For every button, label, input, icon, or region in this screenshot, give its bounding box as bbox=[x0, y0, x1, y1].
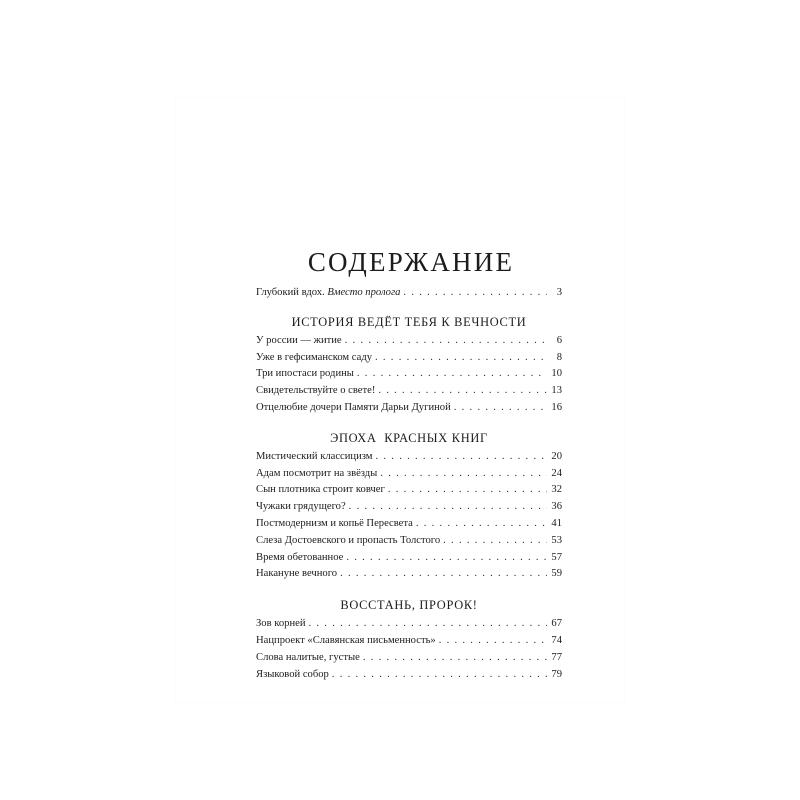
dot-leader bbox=[443, 533, 547, 550]
toc-entry-title: Адам посмотрит на звёзды bbox=[256, 467, 378, 479]
toc-entry-title: Время обетованное bbox=[256, 551, 344, 563]
toc-entry-title: Слеза Достоевского и пропасть Толстого bbox=[256, 534, 441, 546]
toc-entry-subtitle: Вместо пролога bbox=[327, 287, 401, 298]
toc-page-number: 32 bbox=[551, 484, 562, 496]
toc-page-number: 79 bbox=[551, 668, 562, 680]
dot-leader bbox=[376, 449, 547, 466]
toc-entry[interactable] bbox=[256, 366, 562, 383]
toc-page-number: 67 bbox=[551, 618, 562, 630]
toc-entry[interactable] bbox=[256, 350, 562, 367]
dot-leader bbox=[454, 400, 547, 417]
toc-entry-title: Нацпроект «Славянская письменность» bbox=[256, 634, 436, 646]
toc-page-number: 59 bbox=[551, 568, 562, 580]
dot-leader bbox=[332, 667, 547, 684]
dot-leader bbox=[375, 350, 547, 367]
toc-page-number: 3 bbox=[556, 287, 562, 298]
dot-leader bbox=[349, 499, 547, 516]
toc-entry-title: Зов корней bbox=[256, 618, 306, 630]
toc-entry-title: Глубокий вдох. Вместо пролога bbox=[256, 287, 401, 298]
toc-page-number: 41 bbox=[551, 517, 562, 529]
dot-leader bbox=[439, 633, 547, 650]
toc-entry-intro[interactable] bbox=[256, 285, 562, 302]
toc-entry[interactable] bbox=[256, 667, 562, 684]
toc-entry-title: Сын плотника строит ковчег bbox=[256, 484, 385, 496]
dot-leader bbox=[357, 366, 547, 383]
toc-entry-title: Языковой собор bbox=[256, 668, 329, 680]
toc-page-number: 20 bbox=[551, 450, 562, 462]
toc-entry[interactable] bbox=[256, 482, 562, 499]
toc-entry[interactable] bbox=[256, 650, 562, 667]
toc-page-number: 53 bbox=[551, 534, 562, 546]
dot-leader bbox=[378, 383, 547, 400]
toc-entry[interactable] bbox=[256, 449, 562, 466]
toc-entry[interactable] bbox=[256, 400, 562, 417]
toc-entry-title: Отцелюбие дочери Памяти Дарьи Дугиной bbox=[256, 401, 451, 413]
toc-entry[interactable] bbox=[256, 616, 562, 633]
toc-entry[interactable] bbox=[256, 383, 562, 400]
toc-page-number: 13 bbox=[551, 385, 562, 397]
toc-entry-title: У россии — житие bbox=[256, 334, 342, 346]
dot-leader bbox=[345, 333, 547, 350]
toc-entry[interactable] bbox=[256, 333, 562, 350]
toc-entry[interactable] bbox=[256, 550, 562, 567]
table-of-contents bbox=[256, 285, 562, 683]
toc-entry-title: Чужаки грядущего? bbox=[256, 501, 346, 513]
toc-entry[interactable] bbox=[256, 516, 562, 533]
toc-page-number: 74 bbox=[551, 634, 562, 646]
toc-page-number: 36 bbox=[551, 501, 562, 513]
toc-entry[interactable] bbox=[256, 499, 562, 516]
toc-page-number: 16 bbox=[551, 401, 562, 413]
toc-entry-title: Накануне вечного bbox=[256, 568, 338, 580]
toc-entry-title: Уже в гефсиманском саду bbox=[256, 351, 373, 363]
dot-leader bbox=[363, 650, 547, 667]
toc-page-number: 8 bbox=[556, 351, 562, 363]
toc-entry-title: Постмодернизм и копьё Пересвета bbox=[256, 517, 413, 529]
toc-entry[interactable] bbox=[256, 633, 562, 650]
dot-leader bbox=[346, 550, 547, 567]
toc-entry-title: Свидетельствуйте о свете! bbox=[256, 385, 376, 397]
dot-leader bbox=[403, 285, 547, 302]
dot-leader bbox=[416, 516, 547, 533]
toc-entry[interactable] bbox=[256, 466, 562, 483]
section-heading-3: ВОССТАНЬ, ПРОРОК! bbox=[340, 598, 478, 613]
section-heading-1: ИСТОРИЯ ВЕДЁТ ТЕБЯ К ВЕЧНОСТИ bbox=[291, 314, 527, 329]
dot-leader bbox=[380, 466, 547, 483]
toc-page-number: 77 bbox=[551, 651, 562, 663]
page-title: СОДЕРЖАНИЕ bbox=[307, 247, 515, 277]
toc-entry-title: Слова налитые, густые bbox=[256, 651, 360, 663]
toc-page-number: 57 bbox=[551, 551, 562, 563]
dot-leader bbox=[388, 482, 547, 499]
toc-page-number: 6 bbox=[556, 334, 562, 346]
section-heading-2: ЭПОХА КРАСНЫХ КНИГ bbox=[330, 430, 488, 445]
toc-page-number: 24 bbox=[551, 467, 562, 479]
toc-entry-title: Три ипостаси родины bbox=[256, 368, 354, 380]
dot-leader bbox=[309, 616, 548, 633]
toc-entry[interactable] bbox=[256, 566, 562, 583]
dot-leader bbox=[340, 566, 547, 583]
toc-entry[interactable] bbox=[256, 533, 562, 550]
toc-entry-title: Мистический классицизм bbox=[256, 450, 373, 462]
toc-page-number: 10 bbox=[551, 368, 562, 380]
